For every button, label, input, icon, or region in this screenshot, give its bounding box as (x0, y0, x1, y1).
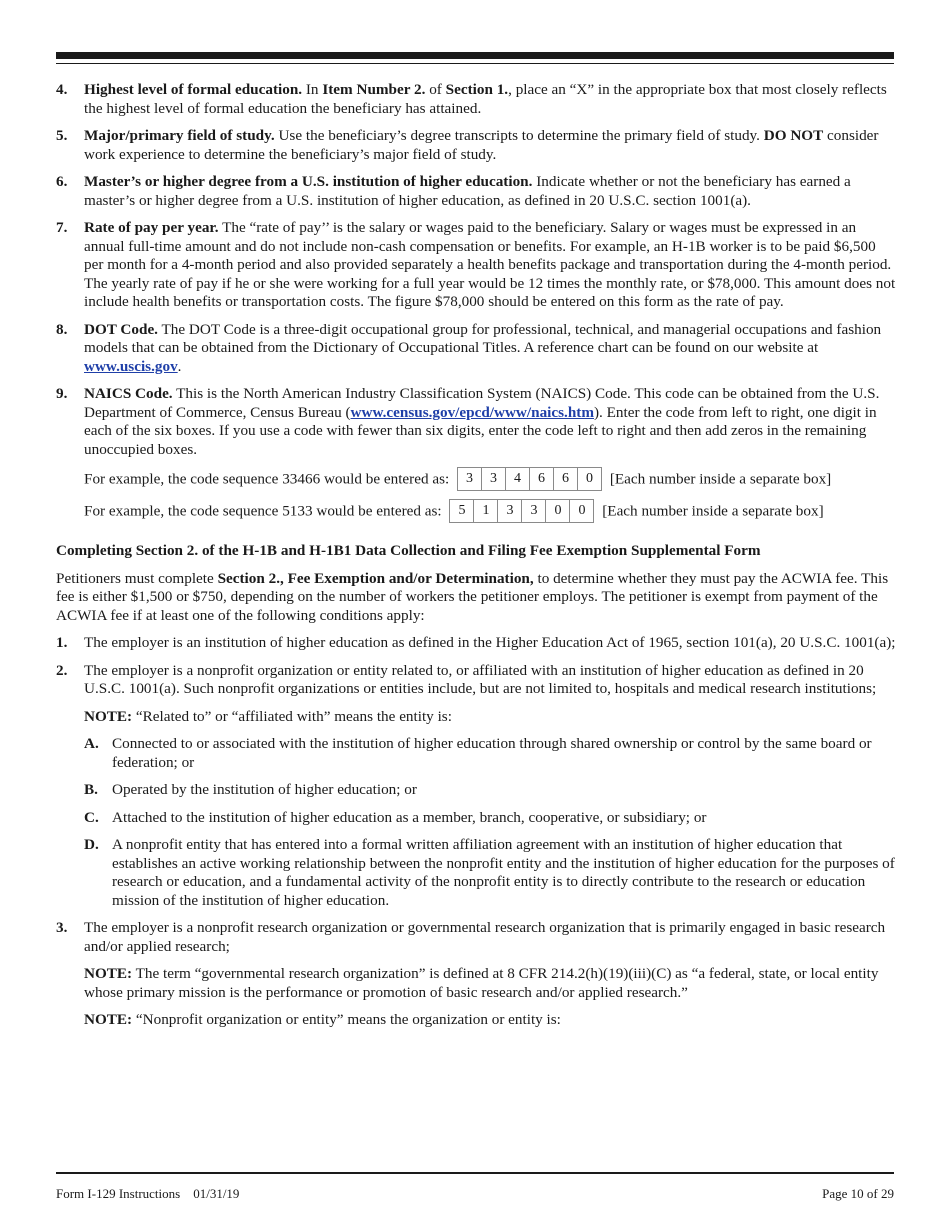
digit-box: 0 (578, 467, 602, 491)
item-number: 5. (56, 127, 68, 144)
item-text: Use the beneficiary’s degree transcripts to determine the primary field of study. (274, 127, 764, 144)
digit-box: 3 (522, 499, 546, 523)
list-item-6 (56, 173, 896, 210)
footer-page-number: Page 10 of 29 (822, 1186, 894, 1201)
item-title: Major/primary field of study. (84, 127, 275, 144)
item-number: 2. (56, 661, 68, 679)
item-number: 8. (56, 320, 68, 338)
digit-box: 5 (449, 499, 474, 523)
item-text: The DOT Code is a three-digit occupational group for professional, technical, and managerial occupations and fashion models that can be obtained from the Dictionary of Occupational Titles. A reference chart can be found on our website at (84, 320, 882, 356)
subitem-c (56, 809, 896, 828)
note-label: NOTE: (84, 707, 133, 725)
subitem-text: Operated by the institution of higher education; or (112, 781, 417, 798)
condition-3 (56, 919, 896, 956)
subitem-letter: B. (84, 781, 98, 798)
item-text: consider work experience to determine the beneficiary’s major field of study. (84, 127, 879, 163)
item-text: . (177, 357, 182, 375)
note-related-to (56, 708, 896, 727)
item-title: Highest level of formal education. (84, 81, 303, 98)
subitem-letter: C. (84, 808, 99, 826)
footer-form-id: Form I-129 Instructions 01/31/19 (56, 1186, 240, 1201)
note-label: NOTE: (84, 965, 133, 982)
condition-2 (56, 662, 896, 699)
naics-example-1 (56, 468, 896, 492)
digit-box: 1 (474, 499, 498, 523)
digit-box: 0 (570, 499, 594, 523)
digit-boxes (449, 499, 594, 523)
item-text: of (425, 81, 446, 98)
digit-box: 3 (498, 499, 522, 523)
census-naics-link[interactable]: www.census.gov/epcd/www/naics.htm (350, 403, 594, 421)
digit-box: 3 (482, 467, 506, 491)
note-governmental-research (56, 965, 896, 1002)
item-text-bold: Section 1. (445, 81, 509, 98)
item-text: The employer is a nonprofit organization or entity related to, or affiliated with an institution of higher education as defined in 20 U.S.C. 1001(a). Such nonprofit organizations or entities include, but are not limited to, hospitals and medical research institutions; (84, 661, 877, 697)
item-text: Indicate whether or not the beneficiary has earned a master’s or higher degree from a U.S. institution of higher education, as defined in 20 U.S.C. section 1001(a). (84, 173, 851, 209)
example-text: For example, the code sequence 5133 would be entered as: (84, 502, 442, 520)
subitem-text: Attached to the institution of higher education as a member, branch, cooperative, or subsidiary; or (112, 808, 707, 826)
header-rule-thick (56, 52, 894, 59)
list-item-4 (56, 81, 896, 118)
example-note: [Each number inside a separate box] (609, 470, 832, 488)
item-text: This is the North American Industry Classification System (NAICS) Code. This code can be obtained from the U.S. Department of Commerce, Census Bureau ( (84, 385, 880, 421)
intro-text-bold: Section 2., Fee Exemption and/or Determination, (217, 569, 534, 587)
digit-box: 3 (457, 467, 482, 491)
item-text: The employer is an institution of higher education as defined in the Higher Education Act of 1965, section 101(a), 20 U.S.C. 1001(a); (84, 634, 896, 651)
note-label: NOTE: (84, 1011, 133, 1028)
example-note: [Each number inside a separate box] (602, 502, 824, 520)
list-item-7 (56, 219, 896, 312)
item-text-bold: Item Number 2. (322, 81, 426, 98)
footer-rule (56, 1172, 894, 1174)
example-text: For example, the code sequence 33466 would be entered as: (84, 470, 450, 488)
subitem-letter: A. (84, 735, 99, 752)
page-body (56, 81, 896, 1039)
item-title: Master’s or higher degree from a U.S. institution of higher education. (84, 173, 533, 190)
subitem-a (56, 735, 896, 772)
item-text: The “rate of pay’’ is the salary or wages paid to the beneficiary. Salary or wages must be expressed in an annual full-time amount and do not include non-cash compensation or benefits. For example, an H-1B worker is to be paid $6,500 per month for a 4-month period and also provided separately a health benefits package and transportation during the 4-month period. The yearly rate of pay if he or she were working for a full year would be 12 times the monthly rate, or $78,000. This amount does not include health benefits or transportation costs. The figure $78,000 should be entered on this form as the rate of pay. (84, 219, 896, 310)
item-number: 9. (56, 385, 68, 402)
subitem-letter: D. (84, 836, 99, 853)
subitem-text: A nonprofit entity that has entered into a formal written affiliation agreement with an institution of higher education that establishes an active working relationship between the nonprofit entity and the institution of higher education for the purposes of research or education, and a fundamental activity of the nonprofit entity is to directly contribute to the research or education mission of the institution of higher education. (112, 836, 895, 909)
list-item-9 (56, 385, 896, 459)
item-text: , place an “X” in the appropriate box that most closely reflects the highest level of formal education the beneficiary has attained. (84, 81, 887, 117)
digit-box: 0 (546, 499, 570, 523)
item-text-bold: DO NOT (763, 127, 824, 144)
condition-1 (56, 634, 896, 653)
list-item-5 (56, 127, 896, 164)
item-number: 1. (56, 634, 68, 651)
digit-boxes (457, 467, 602, 491)
naics-example-2 (56, 500, 896, 524)
subitem-b (56, 781, 896, 800)
item-text: The employer is a nonprofit research organization or governmental research organization that is primarily engaged in basic research and/or applied research; (84, 919, 886, 955)
intro-text: to determine whether they must pay the ACWIA fee. This fee is either $1,500 or $750, depending on the number of workers the petitioner employs. The petitioner is exempt from payment of the ACWIA fee if at least one of the following conditions apply: (56, 569, 889, 624)
subitem-d (56, 836, 896, 910)
note-nonprofit (56, 1011, 896, 1030)
digit-box: 4 (506, 467, 530, 491)
item-title: NAICS Code. (84, 385, 173, 402)
item-number: 3. (56, 919, 68, 936)
item-number: 7. (56, 219, 68, 236)
digit-box: 6 (530, 467, 554, 491)
digit-box: 6 (554, 467, 578, 491)
item-number: 4. (56, 81, 68, 98)
section-heading: Completing Section 2. of the H-1B and H-1B1 Data Collection and Filing Fee Exemption Supplemental Form (56, 542, 761, 559)
note-text: “Related to” or “affiliated with” means the entity is: (132, 707, 452, 725)
intro-text: Petitioners must complete (56, 569, 218, 587)
note-text: The term “governmental research organization” is defined at 8 CFR 214.2(h)(19)(iii)(C) as “a federal, state, or local entity whose primary mission is the performance or promotion of basic research and/or applied research.” (84, 965, 879, 1001)
section-intro (56, 570, 896, 626)
item-number: 6. (56, 173, 68, 190)
subitem-text: Connected to or associated with the institution of higher education through shared ownership or control by the same board or federation; or (112, 735, 872, 771)
item-text: In (302, 81, 323, 98)
header-rule-thin (56, 63, 894, 64)
list-item-8 (56, 321, 896, 377)
item-title: DOT Code. (84, 320, 158, 338)
note-text: “Nonprofit organization or entity” means the organization or entity is: (132, 1011, 561, 1028)
item-text: ). Enter the code from left to right, one digit in each of the six boxes. If you use a code with fewer than six digits, enter the code left to right and then add zeros in the remaining unoccupied boxes. (84, 403, 877, 458)
uscis-website-link[interactable]: www.uscis.gov (84, 357, 178, 375)
item-title: Rate of pay per year. (84, 219, 219, 236)
